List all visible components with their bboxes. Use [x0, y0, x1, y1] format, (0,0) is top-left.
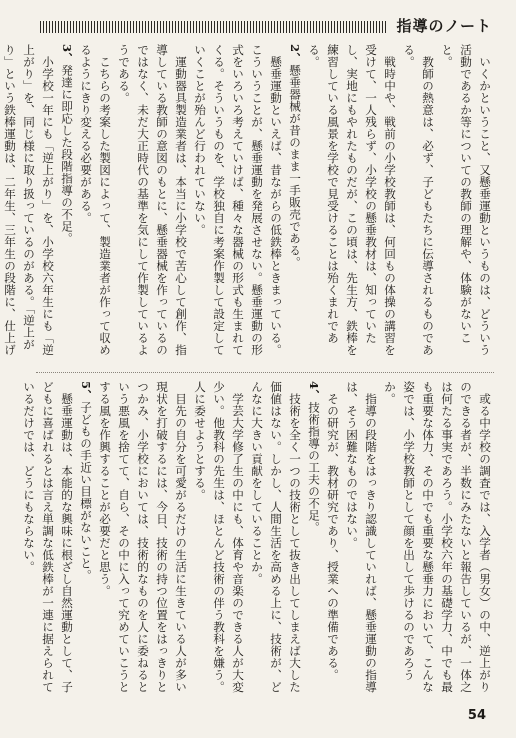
paragraph-text: 懸垂運動は、本能的な興味に根ざし自然運動として、子どもに喜ばれるとは言え単調な低鉄棒が一連に据えられているだけでは、どうにもならない。 [22, 381, 74, 693]
paragraph [342, 381, 380, 699]
page-title: 指導のノート [390, 15, 492, 37]
paragraph-text: 発達に即応した段階指導の不足。 [60, 64, 74, 245]
paragraph-text: 指導の段階をはっきり認識していれば、懸垂運動の指導は、そう困難なものではない。 [345, 381, 378, 693]
page-number: 54 [467, 708, 486, 723]
paragraph-text: 戦時中や、戦前の小学校教師は、何回もの体操の講習を受けて、一人残らず、小学校の懸垂教材は、知っていたし、実地にもやれたものだが、この頃は、先生方、鉄棒を練習している風景を学校で見受けることは殆くまれである。 [307, 44, 397, 356]
paragraph [57, 44, 76, 366]
paragraph-text: 子どもの手近い目標がないこと。 [79, 401, 93, 582]
item-number: 5、 [79, 381, 93, 402]
paragraph [399, 44, 437, 366]
paragraph [190, 381, 247, 699]
paragraph-text: 学芸大学修了生の中にも、体育や音楽のできる人が大変少い。他教科の先生は、ほとんど技術の伴う教科を嫌う。人に委せようとする。 [193, 381, 245, 693]
paragraph [76, 381, 95, 699]
paragraph [285, 44, 304, 366]
paragraph-text: 或る中学校の調査では、入学者（男女）の中、逆上がりのできる者が、半数にみたないと報告しているが、一体之は何たる事実であろう。小学校六年の基礎学力、中でも最も重要な体力、その中でも重要な懸垂力において、こんな姿では、小学校教師として顔を出して歩けるのであろうか。 [383, 381, 492, 693]
paragraph-text: 懸垂運動といえば、昔ながらの低鉄棒ときまっている。こういうことが、懸垂運動を発展させない。懸垂運動の形式をいろいろ考えていけば、種々な器械の形式も生まれてくる。そういうものを、学校独自に考案作製して設定していくことが殆んど行われていない。 [193, 44, 283, 356]
paragraph-text: こちらの考案した製図によって、製造業者が作って収めるようにきり変える必要がある。 [79, 44, 112, 356]
paragraph [76, 44, 114, 366]
paragraph [323, 381, 342, 699]
paragraph [247, 381, 304, 699]
paragraph [0, 44, 57, 366]
lower-text-column [22, 381, 494, 699]
upper-text-column [3, 44, 494, 366]
paragraph-text: 技術を全く一つの技術として抜き出してしまえば大した価値はない。しかし、人間生活を高める上に、技術が、どんなに大きい貢献をしていることか。 [250, 381, 302, 693]
paragraph-text: いくかということ、又懸垂運動というものは、どういう活動であるか等についての教師の理解や、体験がないこと。 [440, 44, 492, 356]
paragraph [380, 381, 494, 699]
paragraph-text: 技術指導の工夫の不足。 [307, 401, 321, 534]
paragraph [95, 381, 190, 699]
paragraph [190, 44, 285, 366]
paragraph-text: 目先の自分を可愛がるだけの生活に生きている人が多い現状を打破するには、今日、技術の持つ位置をはっきりとつかみ、小学校においては、技術的なものを人に委ねるという悪風を捨てて、自ら、その中に入って究めていこうとする風を作興することが必要だと思う。 [98, 381, 188, 693]
column-divider [36, 372, 494, 373]
paragraph-text: 懸垂器械が昔のまま一手販売である。 [288, 64, 302, 269]
paragraph [304, 381, 323, 699]
paragraph-text: その研究が、教材研究であり、授業への準備である。 [326, 392, 340, 681]
item-number: 2、 [288, 44, 302, 65]
paragraph [19, 381, 76, 699]
header-rule [40, 21, 386, 33]
paragraph-text: 運動器具製造業者は、本当に小学校で苦心して創作、指導している教師の意図のもとに、懸垂器械を作っているのではなく、未だ大正時代の基準を気にして作製しているようである。 [117, 44, 188, 356]
paragraph-text: 小学校一年にも「逆上がり」を、小学校六年生にも「逆上がり」を、同じ様に取り扱っているのがある。「逆上がり」という鉄棒運動は、二年生、三年生の段階に、仕上げ [3, 44, 55, 356]
paragraph [437, 44, 494, 366]
paragraph [114, 44, 190, 366]
paragraph-text: 教師の熱意は、必ず、子どもたちに伝導されるものである。 [402, 44, 435, 356]
paragraph [304, 44, 399, 366]
item-number: 4、 [307, 381, 321, 402]
item-number: 3、 [60, 44, 74, 65]
